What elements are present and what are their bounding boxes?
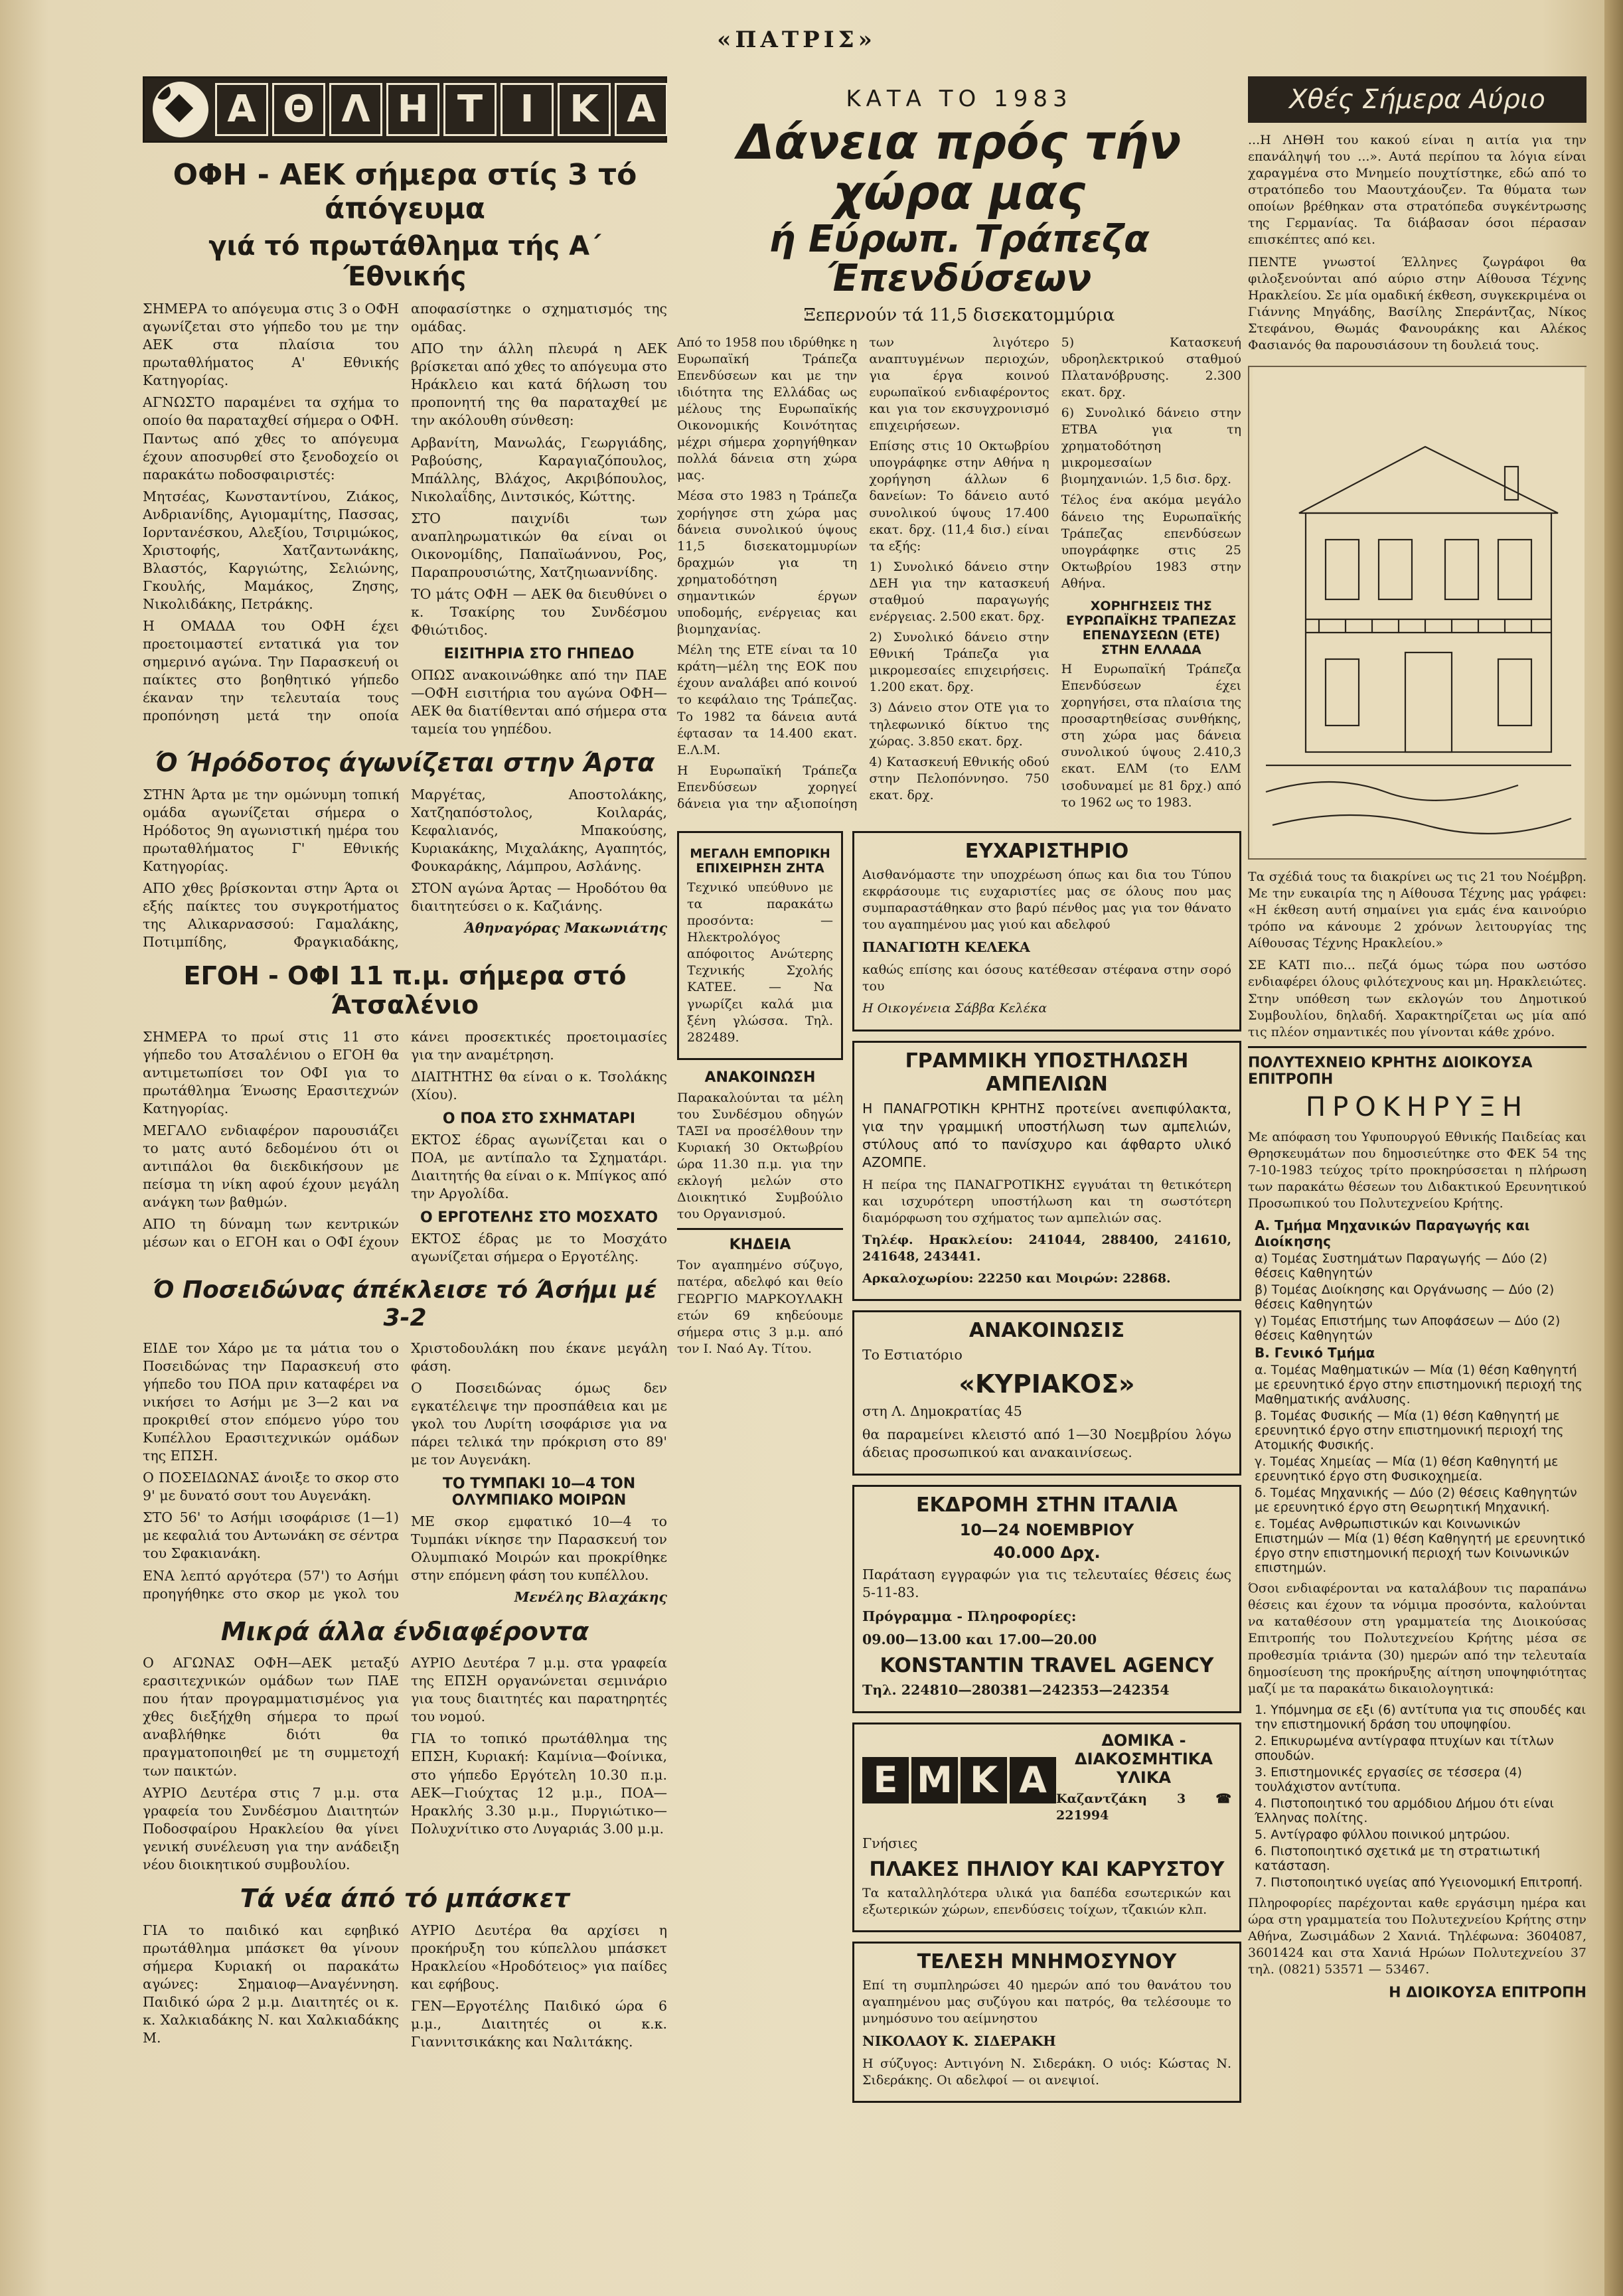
author-signature: Μενέλης Βλαχάκης (514, 1589, 667, 1606)
emka-logo (862, 1757, 1056, 1803)
article-paragraph: ΑΠΟ την άλλη πλευρά η ΑΕΚ βρίσκεται από χθες το απόγευμα στο Ηράκλειο και κατά δήλωση του προπονητή της θα παραταχθεί με την ακόλουθη σύνθεση: (411, 341, 667, 429)
proclamation-title: ΠΡΟΚΗΡΥΞΗ (1306, 1091, 1529, 1122)
article-paragraph: ΣΤΟ παιχνίδι των αναπληρωματικών θα είναι οι Οικονομίδης, Παπαϊωάννου, Ρος, Παραπρουσιώτης, Χατζηιωαννίδης. (411, 510, 667, 580)
document-item: 6. Πιστοποιητικό σχετικά με τη στρατιωτική κατάσταση. (1255, 1843, 1541, 1873)
polytechnic-title: ΠΟΛΥΤΕΧΝΕΙΟ ΚΡΗΤΗΣ ΔΙΟΙΚΟΥΣΑ ΕΠΙΤΡΟΠΗ (1248, 1054, 1533, 1088)
italy-body: Παράταση εγγραφών για τις τελευταίες θέσεις έως 5-11-83. (862, 1567, 1231, 1601)
loans-subhead: Ξεπερνούν τά 11,5 δισεκατομμύρια (803, 305, 1115, 325)
italy-dates: 10—24 ΝΟΕΜΒΡΙΟΥ (959, 1521, 1134, 1540)
article-paragraph: ΣΗΜΕΡΑ το απόγευμα στις 3 ο ΟΦΗ αγωνίζεται στο γήπεδο του με την ΑΕΚ στα πλαίσια του πρωταθλήματος Α' Εθνικής Κατηγορίας. (143, 301, 399, 389)
document-item: 2. Επικυρωμένα αντίγραφα πτυχίων και τίτλων σπουδών. (1255, 1733, 1554, 1763)
emka-logo-letter: Κ (961, 1757, 1007, 1803)
loans-headline: Δάνεια πρός τήν χώρα μας (737, 114, 1182, 220)
kyriakos-body: θα παραμείνει κλειστό από 1—30 Νοεμβρίου λόγω άδειας προσωπικού και ανακαινίσεως. (862, 1426, 1231, 1461)
loan-list-item: 4) Κατασκευή Εθνικής οδού στην Πελοπόννησο. 750 εκατ. δρχ. (869, 754, 1049, 803)
sidebar-paragraph: ΣΕ ΚΑΤΙ πιο... πεζά όμως τώρα που ωστόσο ενδιαφέρει όλους φιλότεχνους και μη. Ηρακλειώτες. Στην υπόθεση των εκλογών του Δημοτικού Συμβουλίου, δηλαδή. Χαρακτηρίζεται ως μία από τις πλέον σημαντικές που γίνονται κάθε χρόνο. (1248, 958, 1586, 1039)
house-drawing-image (1248, 366, 1586, 860)
irodotos-headline: Ό Ήρόδοτος άγωνίζεται στην Άρτα (155, 748, 655, 778)
italy-tel: Τηλ. 224810—280381—242353—242354 (862, 1681, 1170, 1698)
article-paragraph: Μέλη της ΕΤΕ είναι τα 10 κράτη—μέλη της ΕΟΚ που έχουν αναλάβει από κοινού το κεφάλαιο της Τράπεζας. Το 1982 τα δάνεια αυτά έφτασαν τα 14.400 εκατ. Ε.Λ.Μ. (677, 643, 858, 757)
article-paragraph: ΕΙΔΕ τον Χάρο με τα μάτια του ο Ποσειδώνας την Παρασκευή στο γήπεδο του ΠΟΑ πριν καταφέρει να νικήσει το Ασήμι με 3—2 και να προκριθεί στον επόμενο γύρο του Κυπέλλου Ερασιτεχνικών ομάδων της ΕΠΣΗ. (143, 1339, 399, 1464)
center-column (677, 76, 1241, 2112)
article-subhead: Ο ΠΟΑ ΣΤΟ ΣΧΗΜΑΤΑΡΙ (442, 1110, 636, 1127)
divider (1248, 1046, 1586, 1048)
thanks-name: ΠΑΝΑΓΙΩΤΗ ΚΕΛΕΚΑ (862, 939, 1030, 956)
article-paragraph: ΣΤΟΝ αγώνα Άρτας — Ηροδότου θα διαιτητεύσει ο κ. Καζιάνης. (411, 880, 667, 915)
article-paragraph: Ο ΑΓΩΝΑΣ ΟΦΗ—ΑΕΚ μεταξύ ερασιτεχνικών ομάδων των ΠΑΕ που ήταν προγραμματισμένος για χθες διεξήχθη σήμερα το πρωί αναβλήθηκε διότι θα πραγματοποιηθεί με τη συμμετοχή των παικτών. (143, 1655, 399, 1779)
loan-list-item: 2) Συνολικό δάνειο στην Εθνική Τράπεζα για μικρομεσαίες επιχειρήσεις. 1.200 εκατ. δρχ. (869, 630, 1049, 695)
article-paragraph: Η Ευρωπαϊκή Τράπεζα Επενδύσεων έχει χορηγήσει, στα πλαίσια της προσαρτηθείσας συνθήκης, στη χώρα μας δάνεια συνολικού ύψους 2.410,3 εκατ. ΕΛΜ (το ΕΛΜ ισοδυναμεί με 81 δρχ.) από το 1962 ως το 1983. (1061, 661, 1241, 810)
memorial-family: Η σύζυγος: Αντιγόνη Ν. Σιδεράκη. Ο υιός: Κώστας Ν. Σιδεράκης. Οι αδελφοί — οι ανεψιοί. (862, 2056, 1231, 2088)
poseidonas-article (143, 1339, 667, 1607)
section-item: α. Τομέας Μαθηματικών — Μία (1) θέση Καθηγητή με ερευνητικό έργο στην επιστημονική περιοχή της Μαθηματικής ανάλυσης. (1255, 1363, 1583, 1407)
poseidonas-headline: Ό Ποσειδώνας άπέκλεισε τό Άσήμι μέ 3-2 (153, 1276, 657, 1332)
ads-column (852, 822, 1241, 2112)
egoi-ofi-article (143, 1028, 667, 1266)
memorial-title: ΤΕΛΕΣΗ ΜΝΗΜΟΣΥΝΟΥ (917, 1950, 1177, 1973)
mikra-article (143, 1654, 667, 1874)
document-item: 7. Πιστοποιητικό υγείας από Υγειονομική Επιτροπή. (1255, 1875, 1583, 1890)
document-item: 1. Υπόμνημα σε εξι (6) αντίτυπα για τις σπουδές και την επιστημονική δράση του υποψηφίου. (1255, 1702, 1586, 1732)
funeral-title: ΚΗΔΕΙΑ (729, 1237, 791, 1254)
sidebar-paragraph: Τα σχέδιά τους τα διακρίνει ως τις 21 του Νοέμβρη. Με την ευκαιρία της η Αίθουσα Τέχνης μας γράφει: «Η έκθεση αυτή σημαίνει για εμάς ένα καινούριο τρόπο να κάνουμε 2 χρόνων λειτουργίας της Αίθουσας Τέχνης Ηρακλείου.» (1248, 870, 1586, 951)
document-item: 4. Πιστοποιητικό του αρμόδιου Δήμου ότι είναι Έλληνας πολίτης. (1255, 1796, 1554, 1825)
emka-product: ΠΛΑΚΕΣ ΠΗΛΙΟΥ ΚΑΙ ΚΑΡΥΣΤΟΥ (869, 1857, 1225, 1881)
banner-letter: Α (215, 83, 268, 136)
memorial-body: Επί τη συμπληρώσει 40 ημερών από του θανάτου του αγαπημένου μας συζύγου και πατρός, θα τελέσουμε το μνημόσυνο του αείμνηστου (862, 1978, 1231, 2027)
sports-column (143, 76, 667, 2053)
article-paragraph: Η Ευρωπαϊκή Τράπεζα Επενδύσεων χορηγεί δάνεια για την αξιοποίηση των λιγότερο αναπτυγμένων περιοχών, για έργα κοινού ευρωπαϊκού ενδιαφέροντος και για τον εκσυγχρονισμό επιχειρήσεων. (677, 335, 1049, 811)
divider (677, 1228, 843, 1230)
loans-article (677, 335, 1241, 812)
banner-letter: Ι (501, 83, 554, 136)
center-lower (677, 822, 1241, 2112)
thanks-body: Αισθανόμαστε την υποχρέωση όπως και δια του Τύπου εκφράσουμε τις ευχαριστίες μας σε όλους που μας συμπαραστάθηκαν στο βαρύ πένθος μας για τον θάνατο του αγαπημένου μας γιού και αδελφού (862, 867, 1231, 933)
section-head-label: Β. Γενικό Τμήμα (1255, 1345, 1375, 1361)
article-paragraph: ΑΥΡΙΟ Δευτέρα στις 7 μ.μ. στα γραφεία του Συνδέσμου Διαιτητών Ποδοσφαίρου Ηρακλείου θα γίνει γενική συνέλευση για την ανάδειξη νέου διοικητικού συμβουλίου. (143, 1784, 399, 1873)
job-ad-title: ΜΕΓΑΛΗ ΕΜΠΟΡΙΚΗ ΕΠΙΧΕΙΡΗΣΗ ΖΗΤΑ (690, 846, 830, 876)
sidebar-column (1248, 76, 1586, 2005)
article-paragraph: ΣΤΟ 56' το Ασήμι ισοφάρισε (1—1) με κεφαλιά του Αντωνάκη σε σέντρα του Σφακιανάκη. (143, 1509, 399, 1562)
section-item: α) Τομέας Συστημάτων Παραγωγής — Δύο (2) θέσεις Καθηγητών (1255, 1251, 1548, 1281)
article-paragraph: ΑΠΟ χθες βρίσκονται στην Άρτα οι εξής παίκτες του συγκροτήματος της Αλικαρνασσού: Γαμαλάκης, Ποτιμπίδης, Φραγκιαδάκης, Μαργέτας, Αποστολάκης, Χατζηαπόστολος, Κοιλαράς, Κεφαλιανός, Μπακούσης, Κυριακάκης, Μιχαλάκης, Αγαπητός, Φουκαράκης, Λάμπρου, Ασλάνης. (143, 786, 667, 951)
section-item: γ) Τομέας Επιστήμης των Αποφάσεων — Δύο (2) θέσεις Καθηγητών (1255, 1314, 1561, 1343)
article-paragraph: ΓΙΑ το τοπικό πρωτάθλημα της ΕΠΣΗ, Κυριακή: Καμίνια—Φοίνικα, στο γήπεδο Εργότελη 10.30 π.μ. ΑΕΚ—Γιούχτας 12 μ.μ., ΠΟΑ—Ηρακλής 3.30 μ.μ., Πυργιώτικο—Πολυχνίτικο στο Λυγαριάς 3.00 μ.μ. (411, 1730, 667, 1837)
banner-letter: Κ (558, 83, 611, 136)
football-icon (153, 82, 208, 137)
document-item: 5. Αντίγραφο φύλλου ποινικού μητρώου. (1255, 1827, 1510, 1842)
thanks-body-2: καθώς επίσης και όσους κατέθεσαν στέφανα στην σορό του (862, 962, 1231, 994)
document-item: 3. Επιστημονικές εργασίες σε τέσσερα (4) τουλάχιστον αντίτυπα. (1255, 1764, 1522, 1794)
emka-header (862, 1731, 1231, 1829)
thanks-ad (852, 831, 1241, 1032)
italy-info: Πρόγραμμα - Πληροφορίες: (862, 1608, 1077, 1624)
article-paragraph: ΑΓΝΩΣΤΟ παραμένει τα σχήμα το οποίο θα παραταχθεί σήμερα ο ΟΦΗ. Παντως από χθες το απόγευμα έχουν αποσυρθεί στο ξενοδοχείο οι παρακάτω ποδοσφαιριστές: (143, 394, 399, 483)
ampelon-tel: Τηλέφ. Ηρακλείου: 241044, 288400, 241610, 241648, 243441. (862, 1232, 1231, 1264)
thanks-title: ΕΥΧΑΡΙΣΤΗΡΙΟ (965, 839, 1129, 863)
section-item: ε. Τομέας Ανθρωπιστικών και Κοινωνικών Επιστημών — Μία (1) θέση Καθηγητή με ερευνητικό έργο στην επιστημονική περιοχή των Κοινωνικών επιστημών. (1255, 1517, 1586, 1576)
article-paragraph: ΑΥΡΙΟ Δευτέρα θα αρχίσει η προκήρυξη του κύπελλου μπάσκετ Ηρακλείου «Ηροδότειος» για παίδες και εφήβους. (411, 1922, 667, 1992)
article-subhead: Ο ΕΡΓΟΤΕΛΗΣ ΣΤΟ ΜΟΣΧΑΤΟ (420, 1209, 658, 1227)
article-paragraph: ΤΟ μάτς ΟΦΗ — ΑΕΚ θα διευθύνει ο κ. Τσακίρης του Συνδέσμου Φθιώτιδος. (411, 585, 667, 638)
emka-logo-letter: Ε (862, 1757, 909, 1803)
article-paragraph: Η ΟΜΑΔΑ του ΟΦΗ έχει προετοιμαστεί εντατικά για τον σημερινό αγώνα. Την Παρασκευή οι παίκτες στο βοηθητικό γήπεδο έκαναν την τελευταία τους προπόνηση μετά την οποία αποφασίστηκε ο σχηματισμός της ομάδας. (143, 301, 667, 724)
job-ad-body: Τεχνικό υπεύθυνο με τα παρακάτω προσόντα: — Ηλεκτρολόγος απόφοιτος Ανώτερης Τεχνικής Σχολής ΚΑΤΕΕ. — Να γνωρίζει καλά μια ξένη γλώσσα. Τηλ. 282489. (687, 880, 833, 1045)
funeral-body: Τον αγαπημένο σύζυγο, πατέρα, αδελφό και θείο ΓΕΩΡΓΙΟ ΜΑΡΚΟΥΛΑΚΗ ετών 69 κηδεύουμε σήμερα στις 3 μ.μ. από τον Ι. Ναό Αγ. Τίτου. (677, 1258, 843, 1356)
ampelon-ad (852, 1041, 1241, 1302)
loan-list-item: 1) Συνολικό δάνειο στην ΔΕΗ για την κατασκευή σταθμού παραγωγής ενέργειας. 2.500 εκατ. δρχ. (869, 559, 1049, 625)
newspaper-name: «ΠΑΤΡΙΣ» (717, 27, 876, 53)
article-paragraph: Τέλος ένα ακόμα μεγάλο δάνειο της Ευρωπαϊκής Τράπεζας επενδύσεων υπογράφηκε στις 25 Οκτωβρίου 1983 στην Αθήνα. (1061, 493, 1241, 591)
article-paragraph: Μέσα στο 1983 η Τράπεζα χορήγησε στη χώρα μας δάνεια συνολικού ύψους 11,5 δισεκατομμυρίων δραχμών για τη χρηματοδότηση σημαντικών έργων υποδομής, ενέργειας και βιομηχανίας. (677, 489, 858, 637)
ampelon-body-2: Η πείρα της ΠΑΝΑΓΡΟΤΙΚΗΣ εγγυάται τη θετικότερη και ισχυρότερη υποστήλωση και τη σωστότερη διαμόρφωση του σχήματος των αμπελιών σας. (862, 1177, 1231, 1225)
kyriakos-ad (852, 1310, 1241, 1476)
article-paragraph: ΔΙΑΙΤΗΤΗΣ θα είναι ο κ. Τσολάκης (Χίου). (411, 1068, 667, 1103)
ampelon-body: Η ΠΑΝΑΓΡΟΤΙΚΗ ΚΡΗΤΗΣ προτείνει ανεπιφύλακτα, για την γραμμική υποστήλωση των αμπελιών, στύλους από το πανίσχυρο και άφθαρτο υλικό ΑΖΟΜΠΕ. (862, 1100, 1231, 1170)
kyriakos-name: «ΚΥΡΙΑΚΟΣ» (959, 1369, 1135, 1399)
emka-logo-letter: Α (1010, 1757, 1056, 1803)
article-paragraph: ΕΝΑ λεπτό αργότερα (57') το Ασήμι προηγήθηκε στο σκορ με γκολ του Χριστοδουλάκη που έκανε μεγάλη φάση. (143, 1339, 667, 1602)
emka-logo-letter: Μ (911, 1757, 958, 1803)
section-item: δ. Τομέας Μηχανικής — Δύο (2) θέσεις Καθηγητών με ερευνητικό έργο στη Θεωρητική Μηχανική. (1255, 1486, 1577, 1515)
article-paragraph: ΑΥΡΙΟ Δευτέρα 7 μ.μ. στα γραφεία της ΕΠΣΗ οργανώνεται σεμινάριο για τους διαιτητές και παρατηρητές του νομού. (411, 1655, 667, 1725)
ticket-subhead: ΕΙΣΙΤΗΡΙΑ ΣΤΟ ΓΗΠΕΔΟ (443, 646, 635, 663)
italy-trip-ad (852, 1485, 1241, 1713)
emka-title: ΔΟΜΙΚΑ - ΔΙΑΚΟΣΜΗΤΙΚΑ ΥΛΙΚΑ (1075, 1730, 1213, 1787)
article-paragraph: ΜΕΓΑΛΟ ενδιαφέρον παρουσιάζει το ματς αυτό δεδομένου ότι οι αντιπάλοι θα διεκδικήσουν με πείσμα τη νίκη αφού έχουν μεγάλη ανάγκη των βαθμών. (143, 1122, 399, 1211)
article-paragraph: ΓΙΑ το παιδικό και εφηβικό πρωτάθλημα μπάσκετ θα γίνουν σήμερα Κυριακή οι παρακάτω αγώνες: Σημαιοφ—Αναγέννηση. Παιδικό ώρα 2 μ.μ. Διαιτητές οι κ. κ. Χαλκιαδάκης Ν. και Χαλκιαδάκης Μ. (143, 1922, 399, 2046)
job-ad (677, 831, 843, 1060)
kyriakos-sub: Το Εστιατόριο (862, 1347, 963, 1363)
section-item: β) Τομέας Διοίκησης και Οργάνωσης — Δύο (2) θέσεις Καθηγητών (1255, 1282, 1555, 1312)
banner-letter: Θ (272, 83, 325, 136)
article-paragraph: ΕΚΤΟΣ έδρας με το Μοσχάτο αγωνίζεται σήμερα ο Εργοτέλης. (411, 1231, 667, 1265)
loans-headline-2: ή Εύρωπ. Τράπεζα Έπενδύσεων (769, 218, 1150, 300)
kyriakos-title: ΑΝΑΚΟΙΝΩΣΙΣ (968, 1319, 1125, 1343)
page-edge (1604, 0, 1623, 2296)
sidebar-paragraph: ...Η ΛΗΘΗ του κακού είναι η αιτία για την επανάληψή του ...». Αυτά περίπου τα λόγια είναι χαραγμένα στο Μνημείο πουχτίστηκε, εδώ από το στρατόπεδο του Μαουτχάουζεν. Τα θύματα των οποίων βρέθηκαν στα στρατόπεδα συγκέντρωσης της Γερμανίας. Τα διάβασαν όσοι πέρασαν επισκέπτες από κει. (1248, 133, 1586, 248)
emka-header-text (1056, 1731, 1231, 1829)
article-paragraph: Μητσέας, Κωνσταντίνου, Ζιάκος, Ανδριανίδης, Αγιομαμίτης, Πασσας, Ιορντανέσκου, Αλεξίου, Τσιριμώκος, Χριστοφής, Χατζαντωνάκης, Βλαστός, Καργιώτης, Σελιώνης, Γκουλής, Μαμάκος, Ζησης, Νικολιδάκης, Πετράκης. (143, 488, 399, 612)
italy-hours: 09.00—13.00 και 17.00—20.00 (862, 1631, 1097, 1647)
emka-gnisies: Γνήσιες (862, 1835, 918, 1851)
banner-letter: Λ (329, 83, 382, 136)
section-head-label: Α. Τμήμα Μηχανικών Παραγωγής και Διοίκησης (1255, 1217, 1530, 1250)
mikra-headline: Μικρά άλλα ένδιαφέροντα (220, 1616, 589, 1646)
emka-body: Τα καταλληλότερα υλικά για δαπέδα εσωτερικών και εξωτερικών χώρων, επενδύσεις τοίχων, τζακιών κλπ. (862, 1885, 1231, 1917)
banner-letter: Τ (443, 83, 497, 136)
small-ads-column (677, 822, 843, 2112)
egoi-ofi-headline: ΕΓΟΗ - ΟΦΙ 11 π.μ. σήμερα στό Άτσαλένιο (183, 961, 627, 1020)
article-paragraph: ΟΠΩΣ ανακοινώθηκε από την ΠΑΕ—ΟΦΗ εισιτήρια του αγώνα ΟΦΗ—ΑΕΚ θα διατίθενται από σήμερα στα ταμεία του γηπέδου. (411, 667, 667, 737)
announcement-title: ΑΝΑΚΟΙΝΩΣΗ (704, 1069, 816, 1086)
banner-letter: Α (615, 83, 667, 136)
banner-letter: Η (386, 83, 439, 136)
irodotos-article (143, 786, 667, 951)
loans-kicker: ΚΑΤΑ ΤΟ 1983 (846, 86, 1073, 112)
sidebar-title: Χθές Σήμερα Αύριο (1248, 76, 1586, 123)
article-paragraph: Επίσης στις 10 Οκτωβρίου υπογράφηκε στην Αθήνα η χορήγηση άλλων 6 δανείων: Το δάνειο αυτό συνολικού ύψους 17.400 εκατ. δρχ. (11,4 δισ.) είναι τα εξής: (869, 439, 1049, 554)
article-paragraph: ΑΠΟ τη δύναμη των κεντρικών μέσων και ο ΕΓΟΗ και ο ΟΦΙ έχουν κάνει προσεκτικές προετοιμασίες για την αναμέτρηση. (143, 1028, 667, 1251)
italy-agency: KONSTANTIN TRAVEL AGENCY (880, 1653, 1214, 1677)
section-item: γ. Τομέας Χημείας — Μία (1) θέση Καθηγητή με ερευνητικό έργο στη Φυσικοχημεία. (1255, 1454, 1559, 1484)
loan-list-item: 6) Συνολικό δάνειο στην ΕΤΒΑ για τη χρηματοδότηση μικρομεσαίων βιομηχανιών. 1,5 δισ. δρχ. (1061, 406, 1241, 487)
basket-article (143, 1922, 667, 2053)
emka-addr: Καζαντζάκη 3 ☎ 221994 (1056, 1791, 1231, 1823)
section-head (1255, 1217, 1586, 1249)
article-paragraph: Ο Ποσειδώνας όμως δεν εγκατέλειψε την προσπάθεια και με γκολ του Λυρίτη ισοφάρισε για να πάρει τελικά την πρόκριση στο 89' με τον Αυγενάκη. (411, 1380, 667, 1468)
article-paragraph: ΓΕΝ—Εργοτέλης Παιδικό ώρα 6 μ.μ., Διαιτητές οι κ.κ. Γιαννιτσικάκης και Ναλιτάκης. (411, 1997, 667, 2050)
kyriakos-addr: στη Λ. Δημοκρατίας 45 (862, 1403, 1022, 1420)
article-paragraph: ΕΚΤΟΣ έδρας αγωνίζεται και ο ΠΟΑ, με αντίπαλο τα Σχηματάρι. Διαιτητής θα είναι ο κ. Μπίγκος από την Αργολίδα. (411, 1131, 667, 1202)
ampelon-tel-2: Αρκαλοχωρίου: 22250 και Μοιρών: 22868. (862, 1271, 1171, 1286)
article-paragraph: ΣΗΜΕΡΑ το πρωί στις 11 στο γήπεδο του Ατσαλένιου ο ΕΓΟΗ θα αντιμετωπίσει τον ΟΦΙ για το πρωτάθλημα Ένωσης Ερασιτεχνών Κατηγορίας. (143, 1028, 399, 1116)
sidebar-paragraph: ΠΕΝΤΕ γνωστοί Έλληνες ζωγράφοι θα φιλοξενούνται από αύριο στην Αίθουσα Τέχνης Ηρακλείου. Σε μία ομαδική έκθεση, συγκεκριμένα οι Γιάννης Μηγάδης, Βασίλης Σπεράντζας, Νίκος Στεφάνου, Θωμάς Φανουράκης και Αλέκος Φασιανός θα παρουσιάσουν τη δουλειά τους. (1248, 254, 1586, 352)
italy-title: ΕΚΔΡΟΜΗ ΣΤΗΝ ΙΤΑΛΙΑ (916, 1493, 1178, 1517)
proclamation-body-2: Όσοι ενδιαφέρονται να καταλάβουν τις παραπάνω θέσεις και έχουν τα νόμιμα προσόντα, καλούνται να καταθέσουν στη γραμματεία της Διοικούσας Επιτροπής του Πολυτεχνείου Κρήτης μέσα σε προθεσμία τριάντα (30) ημερών από την τελευταία δημοσίευση της προκήρυξης αίτηση υποψηφιότητας μαζί με τα παρακάτω δικαιολογητικά: (1248, 1581, 1586, 1696)
section-head (1255, 1345, 1586, 1361)
section-item: β. Τομέας Φυσικής — Μία (1) θέση Καθηγητή με ερευνητικό έργο στην επιστημονική περιοχή της Ατομικής Φυσικής. (1255, 1409, 1564, 1453)
memorial-ad (852, 1942, 1241, 2103)
announcement-body: Παρακαλούνται τα μέλη του Συνδέσμου οδηγών ΤΑΞΙ να προσέλθουν την Κυριακή 30 Οκτωβρίου ώρα 11.30 π.μ. για την εκλογή μελών στο Διοικητικό Συμβούλιο του Οργανισμού. (677, 1090, 843, 1222)
memorial-name: ΝΙΚΟΛΑΟΥ Κ. ΣΙΔΕΡΑΚΗ (862, 2033, 1056, 2050)
article-paragraph: ΜΕ σκορ εμφατικό 10—4 το Τυμπάκι νίκησε την Παρασκευή τον Ολυμπιακό Μοιρών και προκρίθηκε στην επόμενη φάση του κυπέλλου. (411, 1513, 667, 1584)
italy-price: 40.000 Δρχ. (993, 1543, 1101, 1563)
loan-list-item: 5) Κατασκευή υδροηλεκτρικού σταθμού Πλατανόβρυσης. 2.300 εκατ. δρχ. (1061, 335, 1241, 400)
sports-banner-letters (215, 83, 667, 136)
ete-subhead: ΧΟΡΗΓΗΣΕΙΣ ΤΗΣ ΕΥΡΩΠΑΪΚΗΣ ΤΡΑΠΕΖΑΣ ΕΠΕΝΔΥΣΕΩΝ (ΕΤΕ) ΣΤΗΝ ΕΛΛΑΔΑ (1066, 598, 1237, 657)
ofi-aek-headline: ΟΦΗ - ΑΕΚ σήμερα στίς 3 τό άπόγευμα (173, 158, 637, 226)
author-signature: Άθηναγόρας Μακωνιάτης (464, 920, 667, 937)
ampelon-title: ΓΡΑΜΜΙΚΗ ΥΠΟΣΤΗΛΩΣΗ ΑΜΠΕΛΙΩΝ (905, 1049, 1189, 1096)
ofi-aek-article (143, 300, 667, 738)
article-paragraph: Αρβανίτη, Μανωλάς, Γεωργιάδης, Ραβούσης, Καραγιαζόπουλος, Μπάλλης, Βλάχος, Ακριβόπουλος, Νικολαΐδης, Διντσικός, Κώττης. (411, 434, 667, 504)
emka-ad (852, 1722, 1241, 1932)
article-paragraph: Ο ΠΟΣΕΙΔΩΝΑΣ άνοιξε το σκορ στο 9' με δυνατό σουτ του Αυγενάκη. (143, 1470, 399, 1504)
loan-list-item: 3) Δάνειο στον ΟΤΕ για το τηλεφωνικό δίκτυο της χώρας. 3.850 εκατ. δρχ. (869, 700, 1049, 749)
sports-banner (143, 76, 667, 143)
proclamation-body-3: Πληροφορίες παρέχονται καθε εργάσιμη ημέρα και ώρα στη γραμματεία του Πολυτεχνείου Κρήτης στην Αθήνα, Ζωσιμάδων 2 Χανιά. Τηλέφωνα: 3604087, 3601424 και στα Χανιά Ηρώων Πολυτεχνείου 37 τηλ. (0821) 53571 — 53467. (1248, 1895, 1586, 1977)
article-paragraph: ΣΤΗΝ Άρτα με την ομώνυμη τοπική ομάδα αγωνίζεται σήμερα ο Ηρόδοτος 9η αγωνιστική ημέρα του πρωταθλήματος Γ' Εθνικής Κατηγορίας. (143, 786, 399, 875)
basket-headline: Τά νέα άπό τό μπάσκετ (240, 1883, 570, 1913)
ofi-aek-headline-2: γιά τό πρωτάθλημα τής Α΄ Έθνικής (208, 231, 601, 293)
thanks-family: Η Οικογένεια Σάββα Κελέκα (862, 1001, 1047, 1016)
proclamation-signature: Η ΔΙΟΙΚΟΥΣΑ ΕΠΙΤΡΟΠΗ (1389, 1985, 1586, 2002)
proclamation-body: Με απόφαση του Υφυπουργού Εθνικής Παιδείας και Θρησκευμάτων που δημοσιεύτηκε στο ΦΕΚ 54 της 7-10-1983 τεύχος τρίτο προκηρύσσεται η πλήρωση των παρακάτω θέσεων του Διδακτικού Ερευνητικού Προσωπικού του Πολυτεχνείου Κρήτης. (1248, 1129, 1586, 1211)
article-paragraph: Από το 1958 που ιδρύθηκε η Ευρωπαϊκή Τράπεζα Επενδύσεων και με την ιδιότητα της Ελλάδας ως μέλους της Ευρωπαϊκής Οικονομικής Κοινότητας μέχρι σήμερα χορηγήθηκαν πολλά δάνεια στη χώρα μας. (677, 335, 858, 483)
article-subhead: ΤΟ ΤΥΜΠΑΚΙ 10—4 ΤΟΝ ΟΛΥΜΠΙΑΚΟ ΜΟΙΡΩΝ (442, 1476, 636, 1509)
